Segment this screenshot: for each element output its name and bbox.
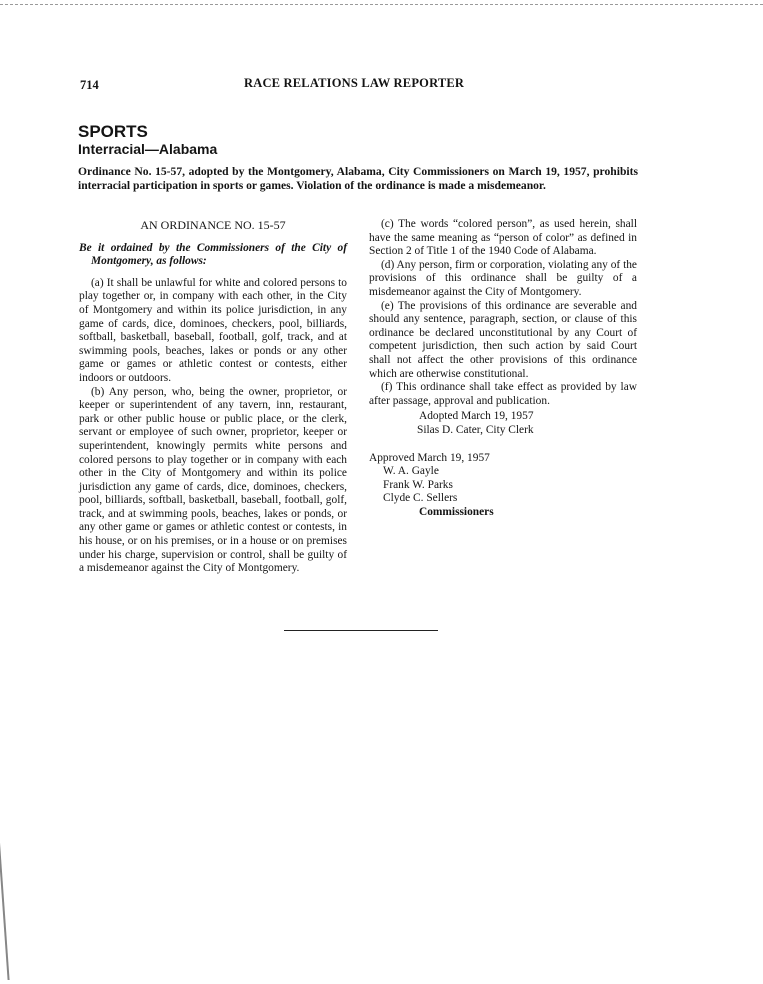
section-b: (b) Any person, who, being the owner, proprietor, or keeper or superintendent of any tavern, inn, restaurant, park or other public house or public place, or the clerk, servant or employee of such owner, proprietor, keeper or superintendent, knowingly permits white persons and colored persons to play together or in company with each other in the City of Montgomery and within its police jurisdiction any game of cards, dice, dominoes, checkers, pool, billiards, softball, basketball, baseball, football, golf, track, and at swimming pools, beaches, lakes or ponds, or any other game or games or athletic contest or contests, in his house, or on his premises, or in a house or on premises under his charge, supervision or control, shall be guilty of a misdemeanor against the City of Montgomery. (79, 385, 347, 575)
section-f: (f) This ordinance shall take effect as provided by law after passage, approval and publication. (369, 381, 637, 407)
section-title: SPORTS (78, 122, 148, 141)
approved-line: Approved March 19, 1957 (369, 451, 490, 464)
case-summary: Ordinance No. 15-57, adopted by the Montgomery, Alabama, City Commissioners on March 19, 1957, prohibits interracial participation in sports or games. Violation of the ordinance is made a misdemeanor. (78, 165, 638, 192)
ordinance-title: AN ORDINANCE NO. 15-57 (140, 218, 286, 232)
running-title: RACE RELATIONS LAW REPORTER (244, 76, 465, 90)
commissioners-label: Commissioners (419, 505, 494, 518)
section-e: (e) The provisions of this ordinance are severable and should any sentence, paragraph, section, or clause of this ordinance be declared unconstitutional by any Court of competent jurisdiction, then such action by said Court shall not affect the other provisions of this ordinance which are otherwise constitutional. (369, 299, 637, 380)
commissioner-name: Frank W. Parks (383, 478, 453, 491)
enacting-clause: Be it ordained by the Commissioners of the City of Montgomery, as follows: (79, 241, 347, 268)
section-subtitle: Interracial—Alabama (78, 141, 218, 157)
end-rule (284, 630, 438, 631)
commissioner-name: Clyde C. Sellers (383, 492, 458, 505)
section-d: (d) Any person, firm or corporation, violating any of the provisions of this ordinance shall be guilty of a misdemeanor against the City of Montgomery. (369, 258, 637, 298)
scan-edge-left (0, 820, 24, 980)
adopted-line: Adopted March 19, 1957 (419, 410, 534, 423)
left-column (79, 218, 347, 576)
commissioner-name: W. A. Gayle (383, 465, 439, 478)
right-column (369, 218, 637, 519)
page-number: 714 (80, 78, 99, 92)
clerk-line: Silas D. Cater, City Clerk (417, 423, 534, 436)
scan-edge-top (0, 4, 763, 5)
section-c: (c) The words “colored person”, as used herein, shall have the same meaning as “person of color” as defined in Section 2 of Title 1 of the 1940 Code of Alabama. (369, 218, 637, 258)
section-a: (a) It shall be unlawful for white and colored persons to play together or, in company with each other, in the City of Montgomery and within its police jurisdiction, in any game of cards, dice, dominoes, checkers, pool, billiards, softball, basketball, baseball, football, golf, track, and at swimming pools, beaches, lakes or ponds or any other game or games or athletic contest or contests, either indoors or outdoors. (79, 276, 347, 384)
